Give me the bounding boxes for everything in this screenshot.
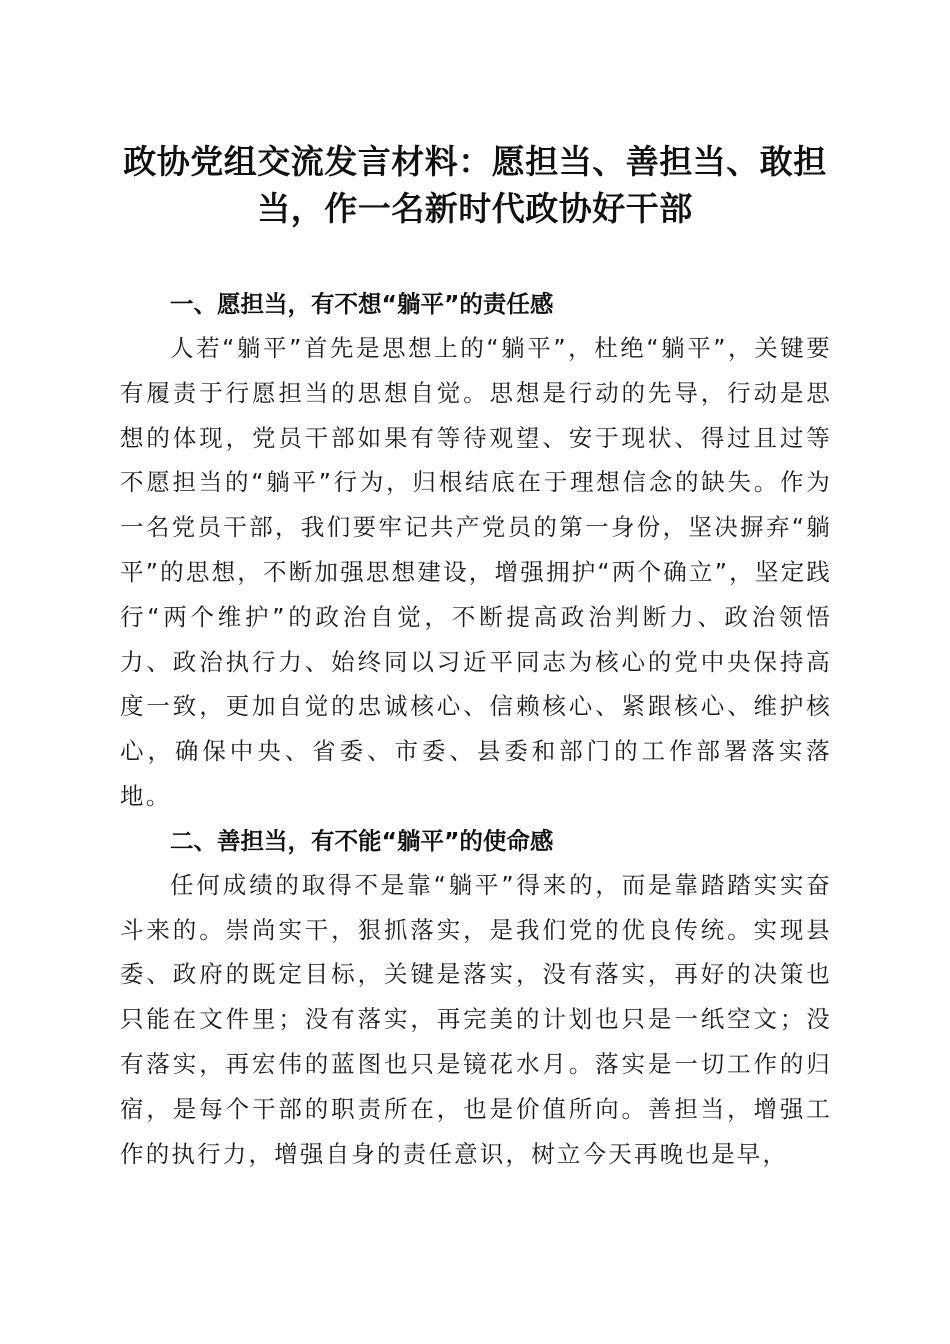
document-body: [120, 282, 832, 1176]
document-title: 政协党组交流发言材料：愿担当、善担当、敢担当，作一名新时代政协好干部: [123, 142, 827, 228]
section-heading: 一、愿担当，有不想“躺平”的责任感: [170, 290, 554, 318]
section-paragraph: 人若“躺平”首先是思想上的“躺平”，杜绝“躺平”，关键要有履责于行愿担当的思想自觉。思想是行动的先导，行动是思想的体现，党员干部如果有等待观望、安于现状、得过且过等不愿担当的“躺平”行为，归根结底在于理想信念的缺失。作为一名党员干部，我们要牢记共产党员的第一身份，坚决摒弃“躺平”的思想，不断加强思想建设，增强拥护“两个确立”，坚定践行“两个维护”的政治自觉，不断提高政治判断力、政治领悟力、政治执行力、始终同以习近平同志为核心的党中央保持高度一致，更加自觉的忠诚核心、信赖核心、紧跟核心、维护核心，确保中央、省委、市委、县委和部门的工作部署落实落地。: [120, 334, 832, 810]
section-paragraph: 任何成绩的取得不是靠“躺平”得来的，而是靠踏踏实实奋斗来的。崇尚实干，狠抓落实，是我们党的优良传统。实现县委、政府的既定目标，关键是落实，没有落实，再好的决策也只能在文件里；没有落实，再完美的计划也只是一纸空文；没有落实，再宏伟的蓝图也只是镜花水月。落实是一切工作的归宿，是每个干部的职责所在，也是价值所向。善担当，增强工作的执行力，增强自身的责任意识，树立今天再晚也是早，: [120, 870, 832, 1168]
section-heading: 二、善担当，有不能“躺平”的使命感: [170, 826, 554, 855]
